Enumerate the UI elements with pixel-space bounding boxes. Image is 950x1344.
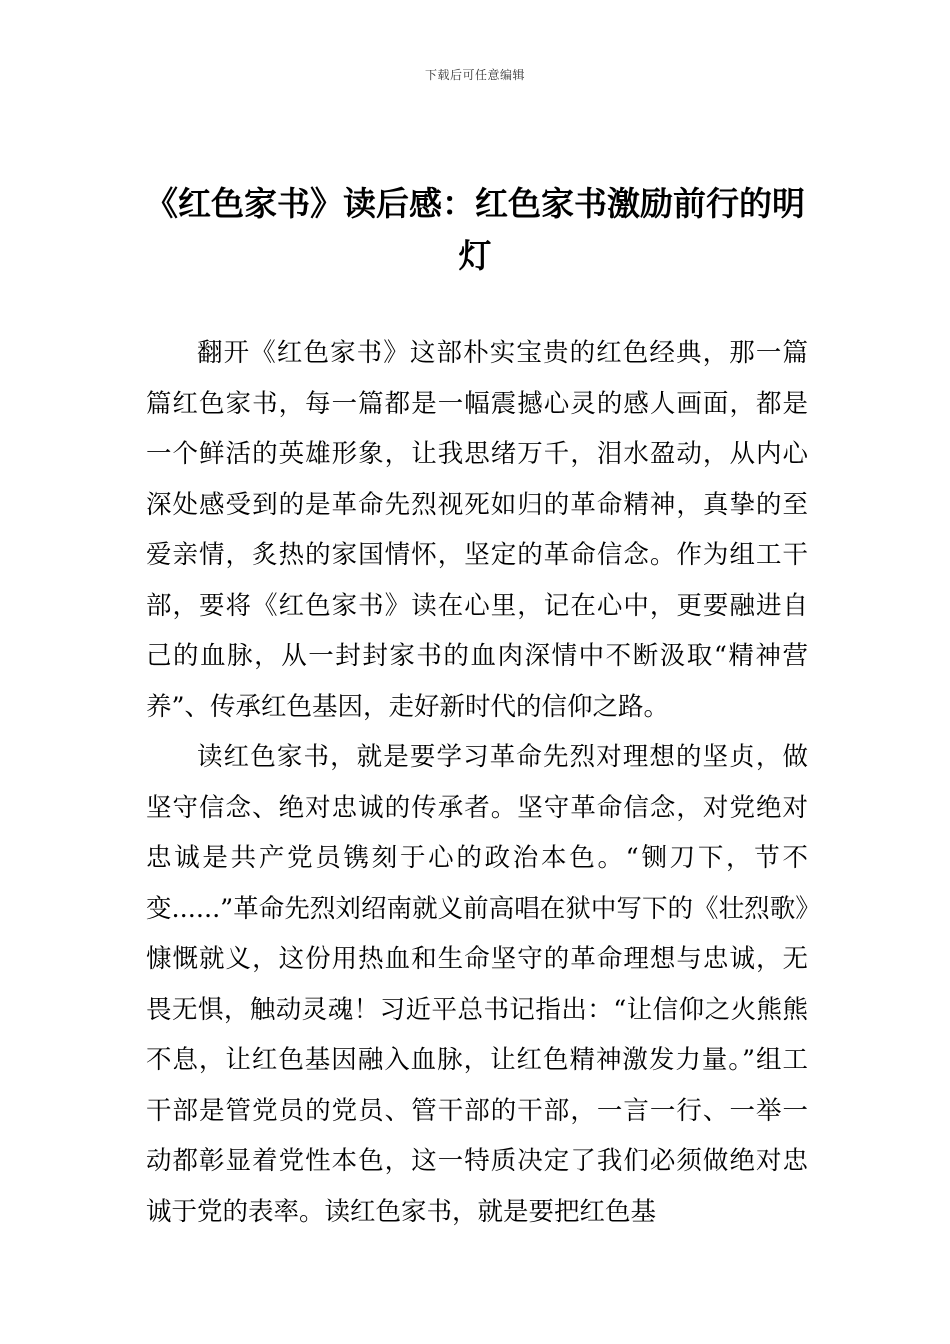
document-title: 《红色家书》读后感：红色家书激励前行的明灯	[145, 184, 805, 275]
paragraph-1: 翻开《红色家书》这部朴实宝贵的红色经典，那一篇篇红色家书，每一篇都是一幅震撼心灵的感人画面，都是一个鲜活的英雄形象，让我思绪万千，泪水盈动，从内心深处感受到的是革命先烈视死如归的革命精神，真挚的至爱亲情，炙热的家国情怀，坚定的革命信念。作为组工干部，要将《红色家书》读在心里，记在心中，更要融进自己的血脉，从一封封家书的血肉深情中不断汲取“精神营养”、传承红色基因，走好新时代的信仰之路。	[146, 338, 808, 722]
document-body	[146, 328, 808, 1237]
paragraph-2: 读红色家书，就是要学习革命先烈对理想的坚贞，做坚守信念、绝对忠诚的传承者。坚守革命信念，对党绝对忠诚是共产党员镌刻于心的政治本色。“铡刀下，节不变......”革命先烈刘绍南就义前高唱在狱中写下的《壮烈歌》慷慨就义，这份用热血和生命坚守的革命理想与忠诚，无畏无惧，触动灵魂！习近平总书记指出：“让信仰之火熊熊不息，让红色基因融入血脉，让红色精神激发力量。”组工干部是管党员的党员、管干部的干部，一言一行、一举一动都彰显着党性本色，这一特质决定了我们必须做绝对忠诚于党的表率。读红色家书，就是要把红色基	[146, 742, 808, 1227]
header-note: 下载后可任意编辑	[424, 68, 525, 82]
